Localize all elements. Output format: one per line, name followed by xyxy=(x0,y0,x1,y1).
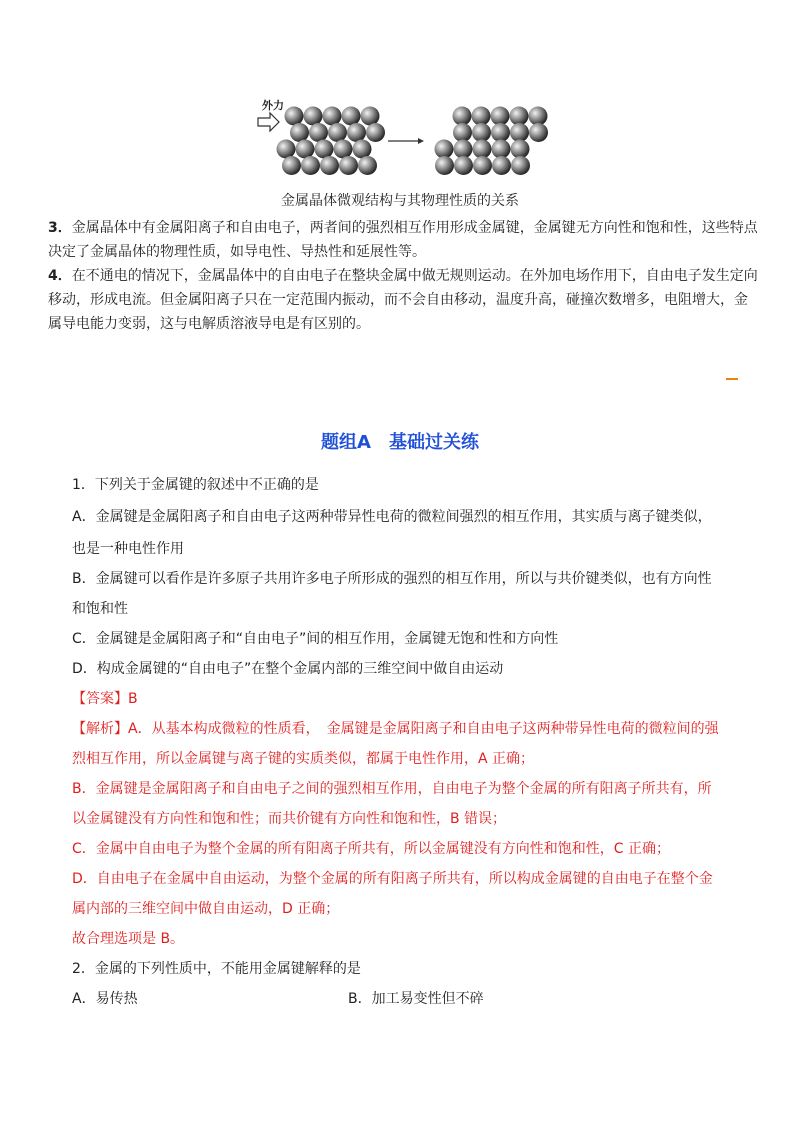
atom-sphere xyxy=(492,156,511,175)
q1-option-b-cont: 和饱和性 xyxy=(72,601,128,617)
atom-sphere xyxy=(453,107,472,126)
q2-option-a: A．易传热 xyxy=(72,991,138,1007)
q2-option-b: B．加工易变性但不碎 xyxy=(348,991,484,1007)
section-title: 题组A 基础过关练 xyxy=(321,432,479,453)
atom-sphere xyxy=(492,140,511,159)
atom-sphere xyxy=(309,123,328,142)
q1-option-d: D．构成金属键的“自由电子”在整个金属内部的三维空间中做自由运动 xyxy=(72,661,504,677)
atom-sphere xyxy=(320,156,339,175)
atom-sphere xyxy=(342,107,361,126)
note-3-number: 3． xyxy=(48,220,72,236)
atom-sphere xyxy=(296,140,315,159)
lattice-before xyxy=(277,107,386,176)
force-arrow-icon xyxy=(258,113,279,131)
atom-sphere xyxy=(529,123,548,142)
q1-explanation-2: 烈相互作用，所以金属键与离子键的实质类似，都属于电性作用，A 正确； xyxy=(72,751,535,767)
note-3 xyxy=(48,216,758,264)
q1-explanation-8: 故合理选项是 B。 xyxy=(72,931,185,947)
atom-sphere xyxy=(511,156,530,175)
q1-option-a: A．金属键是金属阳离子和自由电子这两种带异性电荷的微粒间强烈的相互作用，其实质与离子键类似， xyxy=(72,509,712,525)
q1-option-c: C．金属键是金属阳离子和“自由电子”间的相互作用，金属键无饱和性和方向性 xyxy=(72,631,559,647)
atom-sphere xyxy=(472,107,491,126)
atom-sphere xyxy=(453,123,472,142)
note-3-text: 金属晶体中有金属阳离子和自由电子，两者间的强烈相互作用形成金属键，金属键无方向性和饱和性，这些特点决定了金属晶体的物理性质，如导电性、导热性和延展性等。 xyxy=(48,220,758,260)
atom-sphere xyxy=(282,156,301,175)
atom-sphere xyxy=(315,140,334,159)
atom-sphere xyxy=(334,140,353,159)
figure-caption: 金属晶体微观结构与其物理性质的关系 xyxy=(281,193,519,209)
atom-sphere xyxy=(510,123,529,142)
metal-crystal-figure xyxy=(250,96,550,188)
atom-sphere xyxy=(301,156,320,175)
atom-sphere xyxy=(358,156,377,175)
q1-explanation-1: 【解析】A．从基本构成微粒的性质看， 金属键是金属阳离子和自由电子这两种带异性电荷的微粒间的强 xyxy=(72,721,719,737)
atom-sphere xyxy=(435,156,454,175)
q1-explanation-3: B．金属键是金属阳离子和自由电子之间的强烈相互作用，自由电子为整个金属的所有阳离子所共有，所 xyxy=(72,781,712,797)
atom-sphere xyxy=(529,107,548,126)
atom-sphere xyxy=(304,107,323,126)
atom-sphere xyxy=(511,140,530,159)
q1-explanation-4: 以金属键没有方向性和饱和性；而共价键有方向性和饱和性，B 错误； xyxy=(72,811,507,827)
atom-sphere xyxy=(361,107,380,126)
q1-option-b: B．金属键可以看作是许多原子共用许多电子所形成的强烈的相互作用，所以与共价键类似，也有方向性 xyxy=(72,571,712,587)
note-4-number: 4． xyxy=(48,268,72,284)
atom-sphere xyxy=(323,107,342,126)
note-4 xyxy=(48,264,758,336)
atom-sphere xyxy=(339,156,358,175)
atom-sphere xyxy=(328,123,347,142)
q1-explanation-5: C．金属中自由电子为整个金属的所有阳离子所共有，所以金属键没有方向性和饱和性，C 正确； xyxy=(72,841,670,857)
atom-sphere xyxy=(472,123,491,142)
atom-sphere xyxy=(285,107,304,126)
lattice-after xyxy=(435,107,549,176)
atom-sphere xyxy=(491,107,510,126)
q1-explanation-6: D．自由电子在金属中自由运动，为整个金属的所有阳离子所共有，所以构成金属键的自由电子在整个金 xyxy=(72,871,713,887)
atom-sphere xyxy=(473,156,492,175)
atom-sphere xyxy=(491,123,510,142)
atom-sphere xyxy=(454,140,473,159)
atom-sphere xyxy=(510,107,529,126)
decorative-bar xyxy=(726,378,738,380)
atom-sphere xyxy=(277,140,296,159)
atom-sphere xyxy=(435,140,454,159)
q1-stem: 1．下列关于金属键的叙述中不正确的是 xyxy=(72,477,319,493)
arrow-label: 外力 xyxy=(262,99,284,112)
atom-sphere xyxy=(454,156,473,175)
note-4-text: 在不通电的情况下，金属晶体中的自由电子在整块金属中做无规则运动。在外加电场作用下，自由电子发生定向移动，形成电流。但金属阳离子只在一定范围内振动，而不会自由移动，温度升高，碰撞次数增多，电阻增大，金属导电能力变弱，这与电解质溶液导电是有区别的。 xyxy=(48,268,758,332)
atom-sphere xyxy=(290,123,309,142)
atom-sphere xyxy=(366,123,385,142)
q1-answer: 【答案】B xyxy=(72,691,138,707)
atom-sphere xyxy=(347,123,366,142)
atom-sphere xyxy=(473,140,492,159)
q1-explanation-7: 属内部的三维空间中做自由运动，D 正确； xyxy=(72,901,340,917)
q2-stem: 2．金属的下列性质中，不能用金属键解释的是 xyxy=(72,961,361,977)
q1-option-a-cont: 也是一种电性作用 xyxy=(72,541,184,557)
atom-sphere xyxy=(353,140,372,159)
